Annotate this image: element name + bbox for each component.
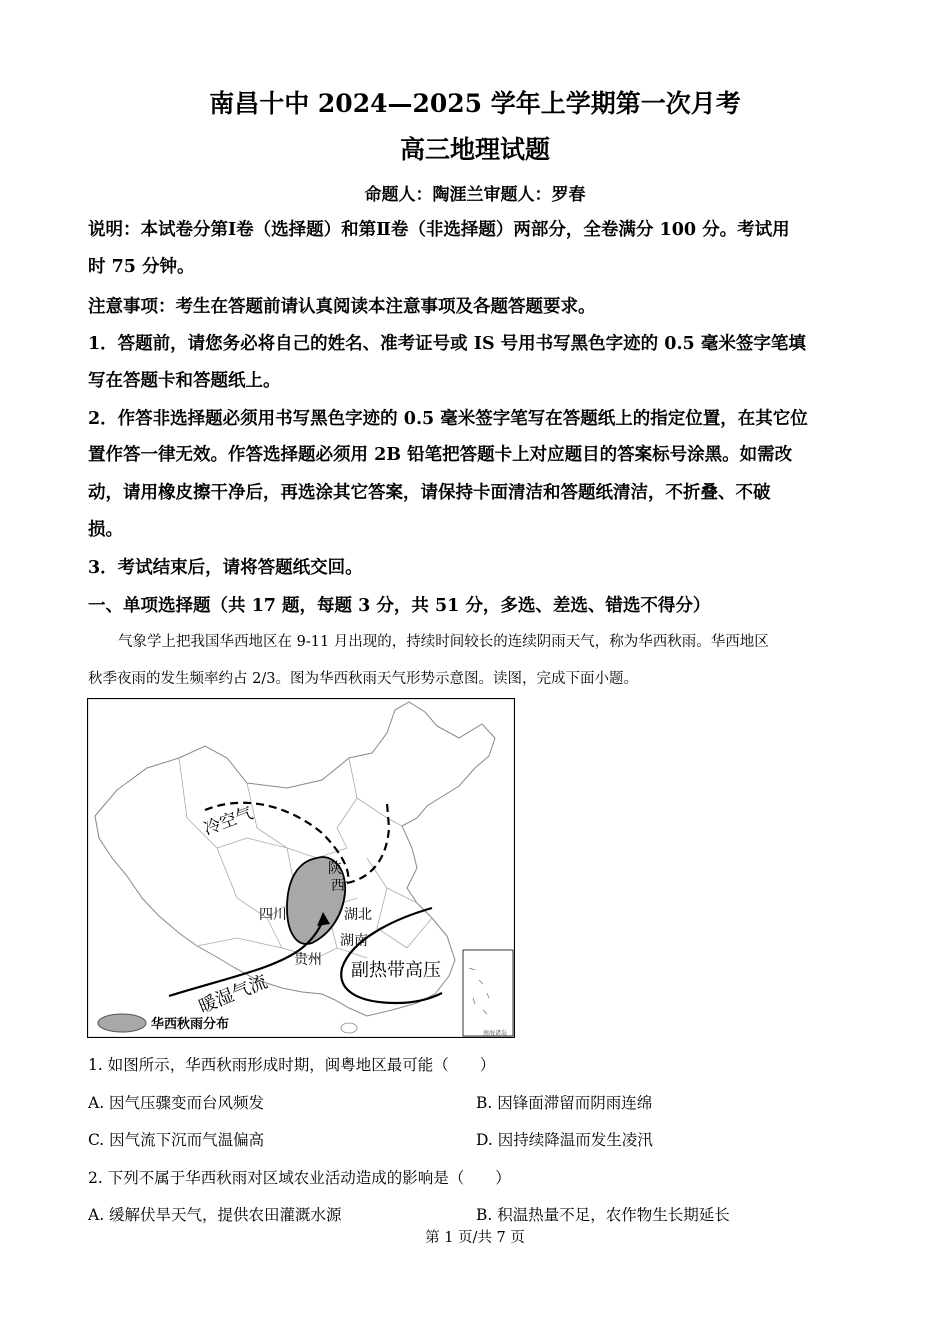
question-1-option-a: A. 因气压骤变而台风频发 <box>88 1094 265 1112</box>
sichuan-label: 四川 <box>259 907 287 923</box>
intro-line-2: 秋季夜雨的发生频率约占 2/3。图为华西秋雨天气形势示意图。读图，完成下面小题。 <box>88 671 638 687</box>
shaanxi-label-top: 陕 <box>328 861 342 877</box>
page-footer: 第 1 页/共 7 页 <box>425 1230 525 1246</box>
hubei-label: 湖北 <box>344 907 372 923</box>
question-1-option-b: B. 因锋面滞留而阴雨连绵 <box>476 1094 653 1112</box>
note-line-1: 说明：本试卷分第Ⅰ卷（选择题）和第Ⅱ卷（非选择题）两部分，全卷满分 100 分。考试用 <box>88 220 790 240</box>
instruction-3: 3．考试结束后，请将答题纸交回。 <box>88 558 363 578</box>
instruction-2-line-3: 动，请用橡皮擦干净后，再选涂其它答案，请保持卡面清洁和答题纸清洁，不折叠、不破 <box>88 483 771 503</box>
cold-air-label: 冷空气 <box>201 803 256 840</box>
warm-airflow-label: 暖湿气流 <box>195 971 271 1018</box>
attention-line: 注意事项：考生在答题前请认真阅读本注意事项及各题答题要求。 <box>88 297 596 317</box>
question-2-option-a: A. 缓解伏旱天气，提供农田灌溉水源 <box>88 1206 342 1224</box>
instruction-1-line-1: 1．答题前，请您务必将自己的姓名、准考证号或 IS 号用书写黑色字迹的 0.5 毫米签字笔填 <box>88 334 806 354</box>
question-1-option-c: C. 因气流下沉而气温偏高 <box>88 1131 265 1149</box>
section-heading: 一、单项选择题（共 17 题，每题 3 分，共 51 分，多选、差选、错选不得分） <box>88 596 711 616</box>
note-line-2: 时 75 分钟。 <box>88 257 195 277</box>
instruction-2-line-4: 损。 <box>88 520 123 540</box>
instruction-2-line-2: 置作答一律无效。作答选择题必须用 2B 铅笔把答题卡上对应题目的答案标号涂黑。如需改 <box>88 445 793 465</box>
hunan-label: 湖南 <box>340 933 368 949</box>
question-2-option-b: B. 积温热量不足，农作物生长期延长 <box>476 1206 730 1224</box>
exam-authors: 命题人：陶涯兰审题人：罗春 <box>364 185 586 205</box>
exam-title: 南昌十中 2024—2025 学年上学期第一次月考 <box>209 89 741 118</box>
legend-swatch <box>98 1014 146 1032</box>
intro-line-1: 气象学上把我国华西地区在 9-11 月出现的，持续时间较长的连续阴雨天气，称为华西秋雨。华西地区 <box>118 634 769 650</box>
instruction-1-line-2: 写在答题卡和答题纸上。 <box>88 371 281 391</box>
exam-subtitle: 高三地理试题 <box>399 135 550 164</box>
question-1-stem: 1. 如图所示，华西秋雨形成时期，闽粤地区最可能（ ） <box>88 1056 496 1074</box>
guizhou-label: 贵州 <box>294 952 322 968</box>
legend-label: 华西秋雨分布 <box>151 1017 230 1032</box>
instruction-2-line-1: 2．作答非选择题必须用书写黑色字迹的 0.5 毫米签字笔写在答题纸上的指定位置，在其它位 <box>88 409 808 429</box>
inset-label: 南海诸岛 <box>483 1030 508 1037</box>
shaanxi-label-bottom: 西 <box>331 878 345 894</box>
south-sea-inset <box>463 950 513 1036</box>
huaxi-autumn-rain-map <box>87 698 515 1038</box>
question-1-option-d: D. 因持续降温而发生凌汛 <box>476 1131 653 1149</box>
question-2-stem: 2. 下列不属于华西秋雨对区域农业活动造成的影响是（ ） <box>88 1169 511 1187</box>
subtropical-high-label: 副热带高压 <box>351 960 441 981</box>
